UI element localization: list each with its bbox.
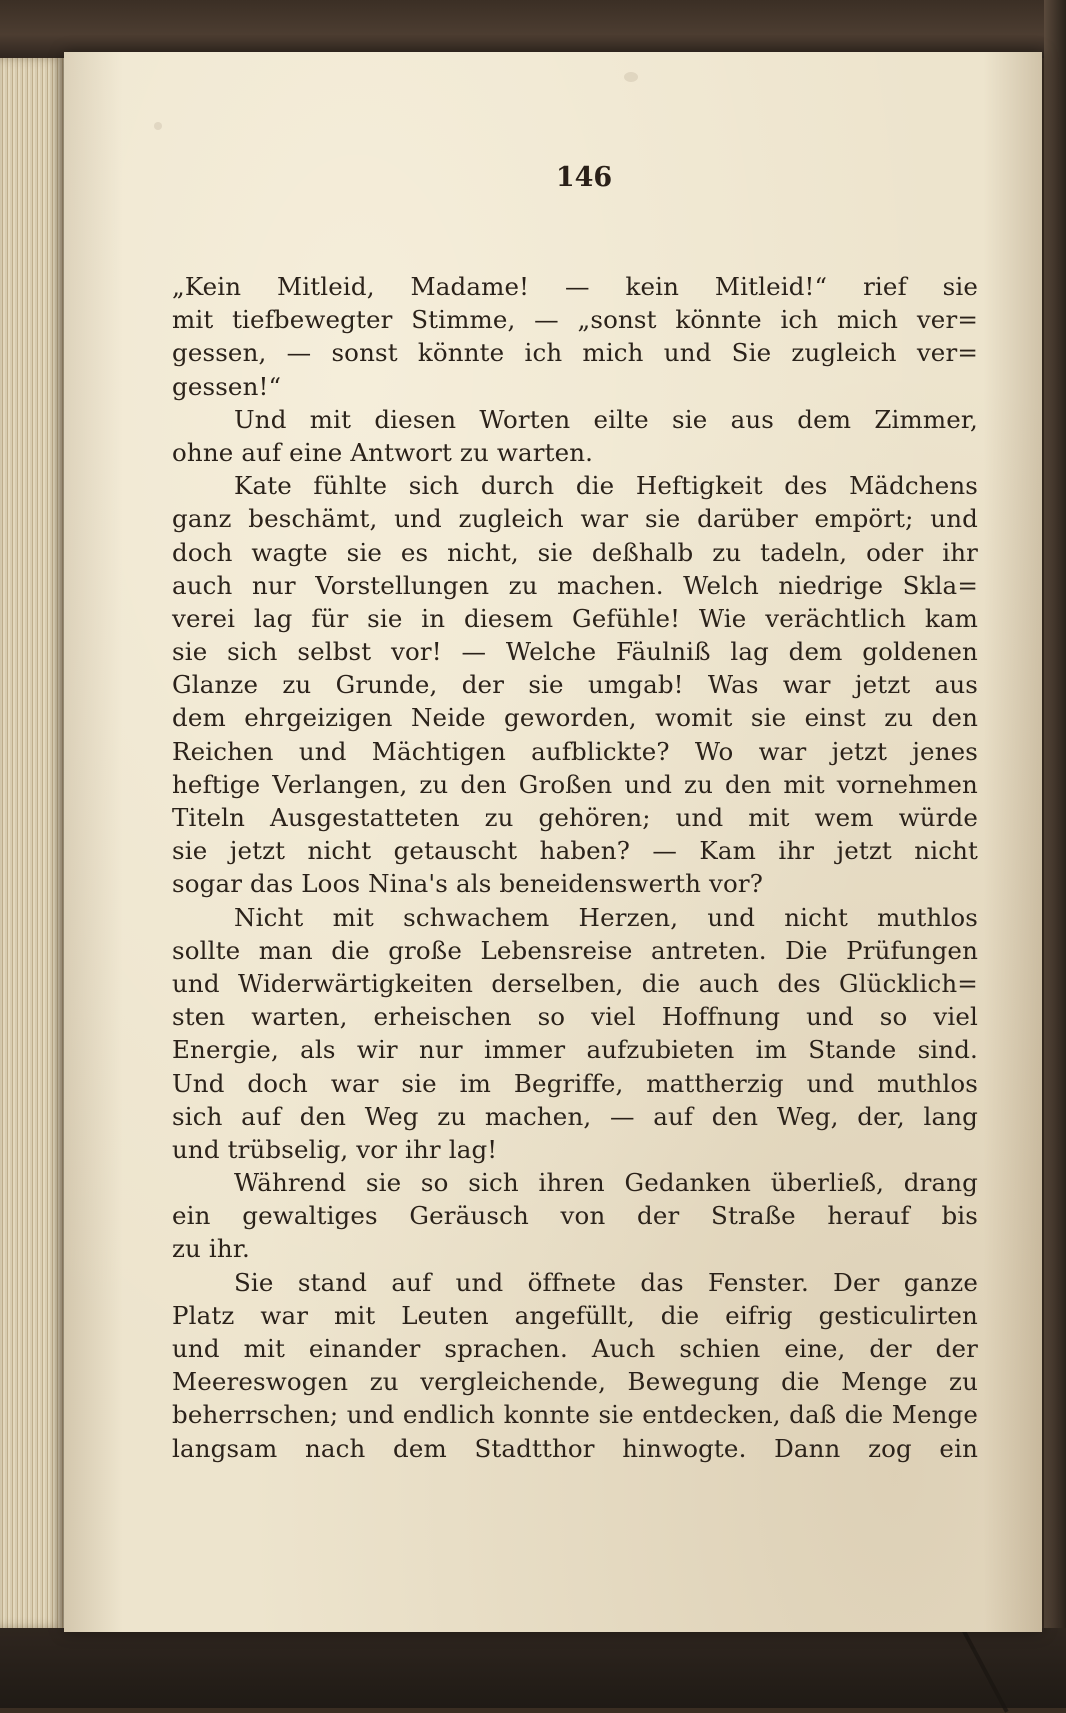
text-line: auch nur Vorstellungen zu machen. Welch niedrige Skla= [172,570,978,600]
book-cover-top [0,0,1066,58]
book-page [64,52,1042,1632]
text-line: heftige Verlangen, zu den Großen und zu den mit vornehmen [172,769,978,799]
text-line: sollte man die große Lebensreise antreten. Die Prüfungen [172,935,978,965]
text-line: gessen, — sonst könnte ich mich und Sie zugleich ver= [172,338,978,368]
text-line: und Widerwärtigkeiten derselben, die auch des Glücklich= [172,968,978,998]
text-line: dem ehrgeizigen Neide geworden, womit sie einst zu den [172,703,978,733]
paragraph [172,270,978,403]
text-line: Und mit diesen Worten eilte sie aus dem Zimmer, [234,404,978,434]
text-line: zu ihr. [172,1234,250,1264]
text-line: sie jetzt nicht getauscht haben? — Kam ihr jetzt nicht [172,836,978,866]
text-line: gessen!“ [172,371,282,401]
text-line: Nicht mit schwachem Herzen, und nicht muthlos [234,902,978,932]
page-number: 146 [555,162,613,193]
paragraph [172,1166,978,1266]
text-line: Während sie so sich ihren Gedanken überließ, drang [234,1168,978,1198]
text-line: und mit einander sprachen. Auch schien eine, der der [172,1334,978,1363]
text-line: Meereswogen zu vergleichende, Bewegung die Menge zu [172,1367,978,1397]
body-text [172,270,978,1465]
text-line: ganz beschämt, und zugleich war sie darüber empört; und [172,504,978,534]
paper-stain [154,122,162,130]
text-line: mit tiefbewegter Stimme, — „sonst könnte ich mich ver= [172,305,978,335]
text-line: Kate fühlte sich durch die Heftigkeit des Mädchens [234,471,978,501]
text-line: sie sich selbst vor! — Welche Fäulniß lag dem goldenen [172,637,978,667]
text-line: langsam nach dem Stadtthor hinwogte. Dann zog ein [172,1433,978,1463]
book-cover-right [1044,0,1066,1708]
text-line: sten warten, erheischen so viel Hoffnung und so viel [172,1002,978,1032]
text-line: Energie, als wir nur immer aufzubieten im Stande sind. [172,1035,978,1065]
text-line: „Kein Mitleid, Madame! — kein Mitleid!“ rief sie [172,272,978,301]
page-edges [0,58,64,1628]
text-line: Sie stand auf und öffnete das Fenster. Der ganze [234,1267,978,1297]
text-line: Titeln Ausgestatteten zu gehören; und mit wem würde [172,803,978,832]
text-line: Glanze zu Grunde, der sie umgab! Was war jetzt aus [172,670,978,700]
text-line: und trübselig, vor ihr lag! [172,1134,498,1164]
text-line: sogar das Loos Nina's als beneidenswerth vor? [172,869,764,899]
text-line: beherrschen; und endlich konnte sie entdecken, daß die Menge [172,1400,978,1430]
paragraph [172,1266,978,1465]
text-line: doch wagte sie es nicht, sie deßhalb zu tadeln, oder ihr [172,537,978,567]
text-line: Reichen und Mächtigen aufblickte? Wo war jetzt jenes [172,736,978,766]
text-line: Und doch war sie im Begriffe, mattherzig und muthlos [172,1068,978,1098]
text-line: sich auf den Weg zu machen, — auf den Weg, der, lang [172,1101,978,1131]
paragraph [172,901,978,1167]
text-line: verei lag für sie in diesem Gefühle! Wie verächtlich kam [172,603,978,633]
text-line: Platz war mit Leuten angefüllt, die eifrig gesticulirten [172,1300,978,1330]
paragraph [172,469,978,900]
paper-stain [624,72,638,82]
text-line: ein gewaltiges Geräusch von der Straße herauf bis [172,1201,978,1231]
book-cover-bottom [0,1628,1066,1708]
text-line: ohne auf eine Antwort zu warten. [172,437,594,467]
paragraph [172,403,978,469]
